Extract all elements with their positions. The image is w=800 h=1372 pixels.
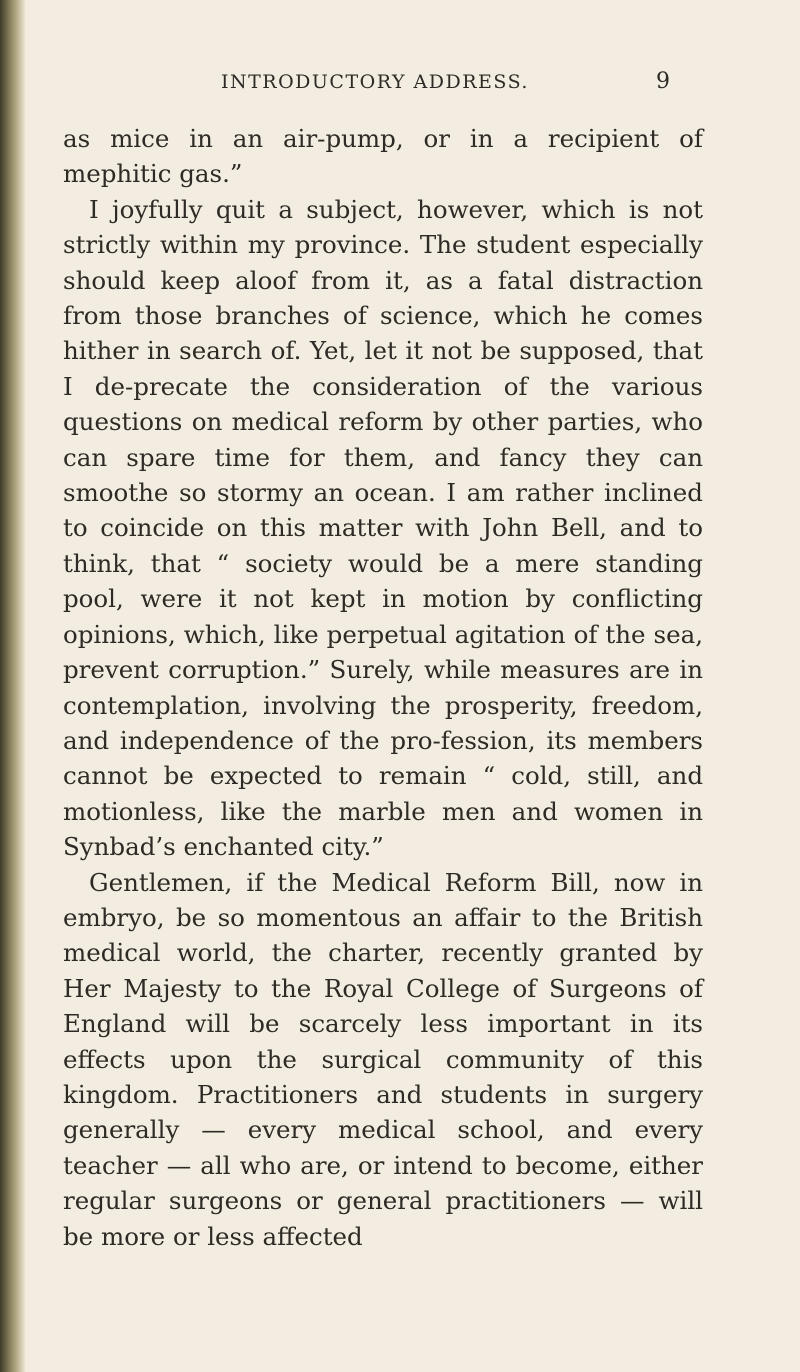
running-head-title: INTRODUCTORY ADDRESS.	[221, 71, 529, 93]
book-page	[63, 0, 763, 1372]
running-head	[63, 71, 763, 101]
paragraph-continuation: as mice in an air-pump, or in a recipient of mephitic gas.”	[63, 124, 703, 189]
paragraph-medical-reform: I joyfully quit a subject, however, which is not strictly within my province. The student especially should keep aloof from it, as a fatal distraction from those branches of science, which he comes hither in search of. Yet, let it not be supposed, that I de-precate the consideration of the various questions on medical reform by other parties, who can spare time for them, and fancy they can smoothe so stormy an ocean. I am rather inclined to coincide on this matter with John Bell, and to think, that “ society would be a mere standing pool, were it not kept in motion by conflicting opinions, which, like perpetual agitation of the sea, prevent corruption.” Surely, while measures are in contemplation, involving the prosperity, freedom, and independence of the pro-fession, its members cannot be expected to remain “ cold, still, and motionless, like the marble men and women in Synbad’s enchanted city.”	[63, 194, 703, 862]
page-binding-shadow	[0, 0, 26, 1372]
page-number: 9	[656, 69, 670, 94]
paragraph-royal-college-charter: Gentlemen, if the Medical Reform Bill, now in embryo, be so momentous an affair to the British medical world, the charter, recently granted by Her Majesty to the Royal College of Surgeons of England will be scarcely less important in its effects upon the surgical community of this kingdom. Practitioners and students in surgery generally — every medical school, and every teacher — all who are, or intend to become, either regular surgeons or general practitioners — will be more or less affected	[63, 867, 703, 1251]
body-text	[63, 121, 703, 1254]
